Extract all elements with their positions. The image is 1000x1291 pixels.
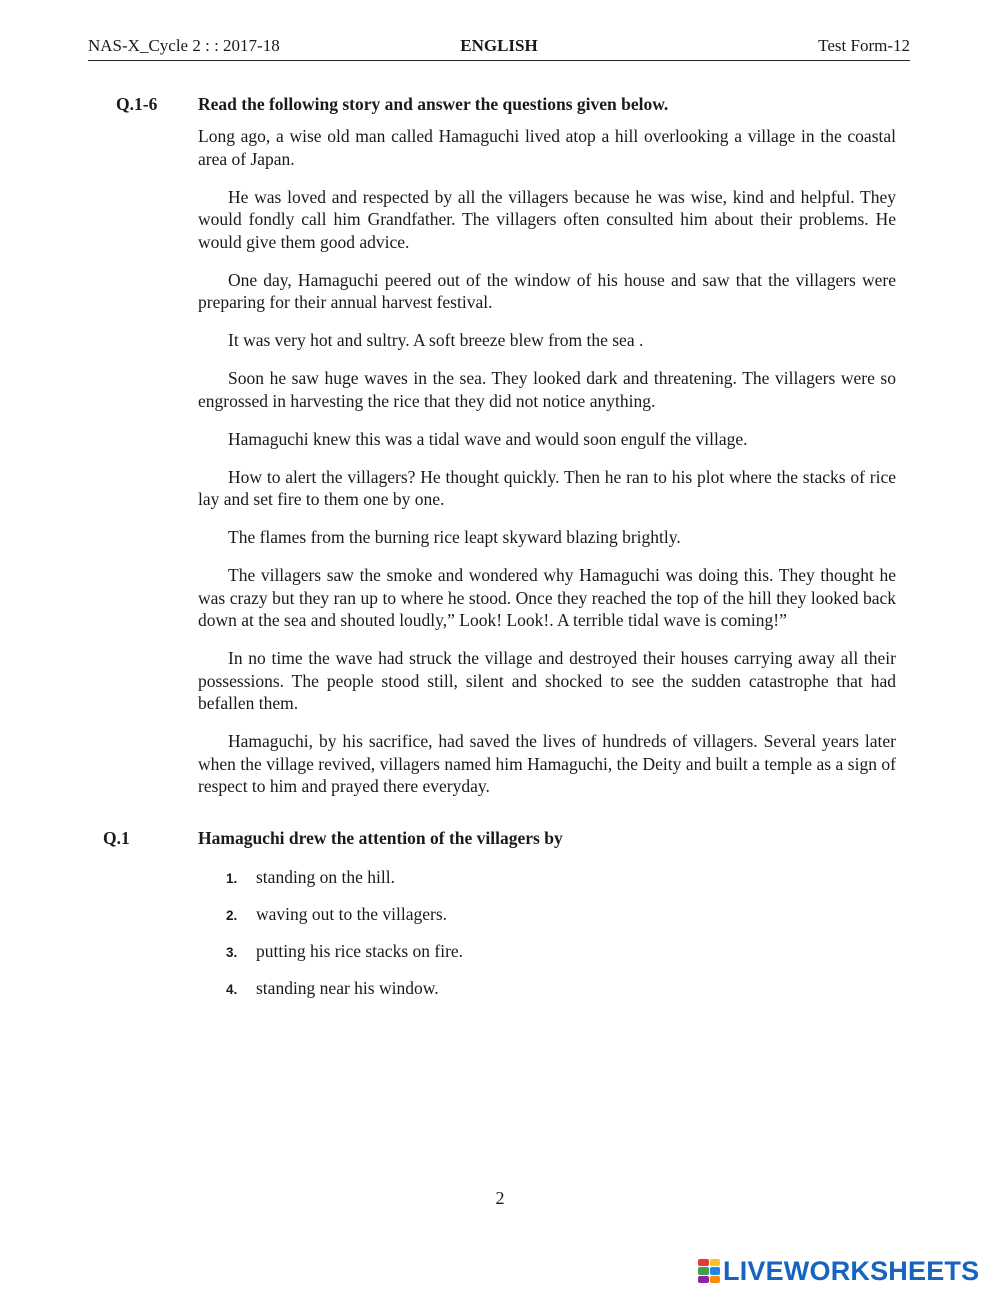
paragraph: One day, Hamaguchi peered out of the window of his house and saw that the villagers were preparing for their annual harvest festival. [198, 269, 896, 312]
option-number: 3. [226, 945, 238, 960]
intro-instruction: Read the following story and answer the questions given below. [198, 94, 669, 114]
paragraph: Hamaguchi knew this was a tidal wave and would soon engulf the village. [228, 428, 748, 449]
option-4[interactable] [226, 977, 866, 1014]
header-exam-code: NAS-X_Cycle 2 : : 2017-18 [88, 36, 280, 55]
brand-name: LIVEWORKSHEETS [723, 1255, 980, 1286]
page-header [88, 34, 910, 61]
option-text: waving out to the villagers. [256, 904, 448, 924]
option-text: standing on the hill. [256, 867, 396, 887]
question-number: Q.1 [103, 828, 130, 848]
paragraph: Hamaguchi, by his sacrifice, had saved the lives of hundreds of villagers. Several years later when the village revived, villagers named him Hamaguchi, the Deity and built a temple as a sign of respect to him and prayed there everyday. [198, 731, 896, 796]
paragraph: Soon he saw huge waves in the sea. They looked dark and threatening. The villagers were so engrossed in harvesting the rice that they did not notice anything. [198, 368, 896, 411]
liveworksheets-brand[interactable] [698, 1256, 979, 1286]
page-number: 2 [495, 1188, 505, 1208]
question-text: Hamaguchi drew the attention of the villagers by [198, 828, 563, 848]
paragraph: In no time the wave had struck the village and destroyed their houses carrying away all their possessions. The people stood still, silent and shocked to see the sudden catastrophe that had befallen them. [198, 648, 896, 713]
story-passage [198, 125, 896, 813]
paragraph: Long ago, a wise old man called Hamaguchi lived atop a hill overlooking a village in the coastal area of Japan. [198, 126, 896, 169]
header-test-form: Test Form-12 [818, 36, 910, 55]
option-3[interactable] [226, 940, 866, 977]
paragraph: The flames from the burning rice leapt skyward blazing brightly. [228, 527, 681, 547]
paragraph: He was loved and respected by all the villagers because he was wise, kind and helpful. They would fondly call him Grandfather. The villagers often consulted him about their problems. He would give them good advice. [198, 186, 896, 252]
intro-question-number: Q.1-6 [116, 94, 158, 114]
option-number: 1. [226, 871, 238, 886]
answer-options [226, 866, 866, 1014]
option-1[interactable] [226, 866, 866, 903]
option-number: 4. [226, 982, 238, 997]
liveworksheets-logo-icon [698, 1259, 720, 1283]
paragraph: How to alert the villagers? He thought quickly. Then he ran to his plot where the stacks of rice lay and set fire to them one by one. [198, 466, 896, 509]
option-text: putting his rice stacks on fire. [256, 941, 464, 961]
option-2[interactable] [226, 903, 866, 940]
paragraph: It was very hot and sultry. A soft breeze blew from the sea . [228, 330, 644, 350]
option-text: standing near his window. [256, 978, 439, 998]
paragraph: The villagers saw the smoke and wondered why Hamaguchi was doing this. They thought he was crazy but they ran up to where he stood. Once they reached the top of the hill they looked back down at the sea and shouted loudly,” Look! Look!. A terrible tidal wave is coming!” [198, 565, 896, 630]
header-subject: ENGLISH [460, 36, 538, 55]
option-number: 2. [226, 908, 238, 923]
